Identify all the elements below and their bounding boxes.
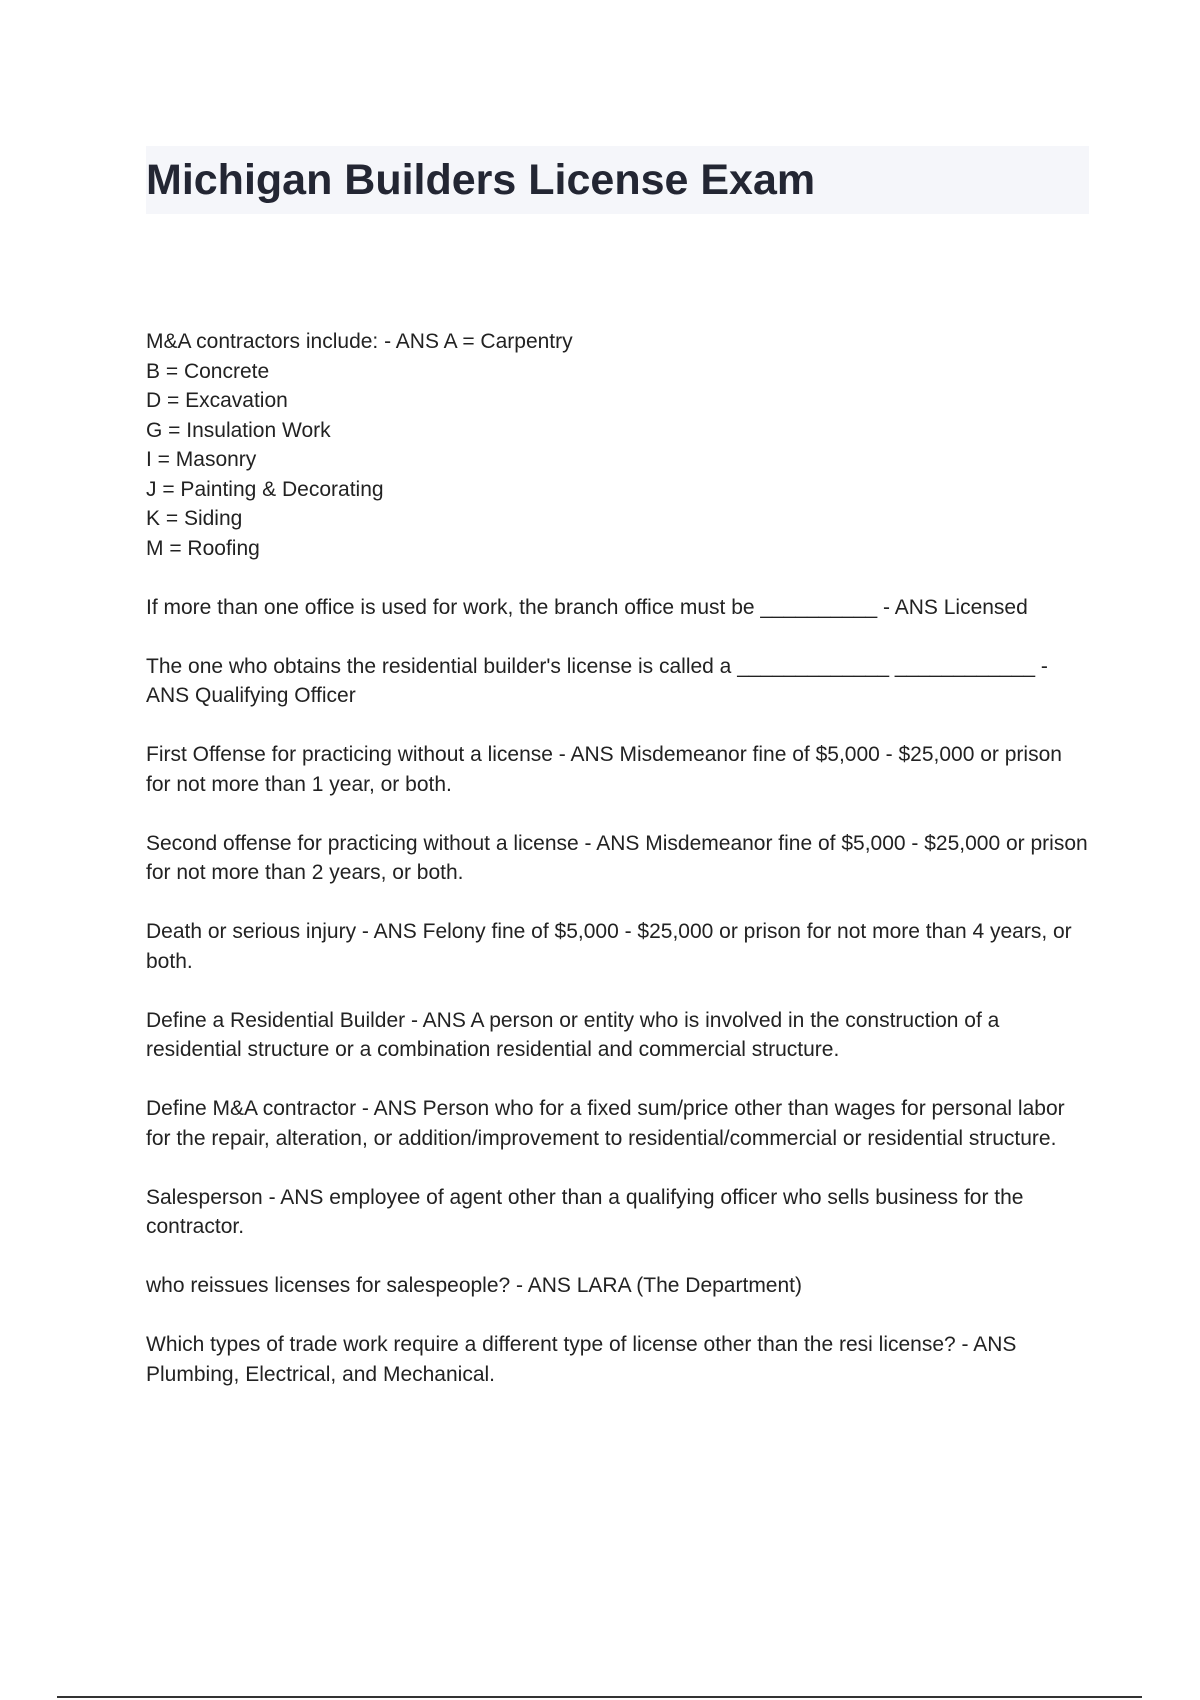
qa-item	[146, 1183, 1090, 1242]
answer-text: A person or entity who is involved in the construction of a residential structure or a combination residential and commercial structure.	[146, 1008, 1006, 1061]
qa-item	[146, 1094, 1090, 1153]
qa-item	[146, 593, 1090, 623]
answer-line: M = Roofing	[146, 536, 260, 560]
question-text: Which types of trade work require a different type of license other than the resi license?	[146, 1333, 956, 1356]
question-text: Second offense for practicing without a license	[146, 831, 579, 855]
question-text: Define a Residential Builder	[146, 1008, 406, 1032]
answer-text: LARA (The Department)	[576, 1274, 802, 1297]
answer-line: B = Concrete	[146, 359, 270, 383]
page-bottom-rule	[57, 1696, 1142, 1698]
answer-separator: - ANS	[877, 595, 944, 619]
answer-text: Misdemeanor fine of $5,000 - $25,000 or prison for not more than 2 years, or both.	[146, 831, 1094, 884]
qa-item	[146, 829, 1094, 888]
question-text: First Offense for practicing without a license	[146, 743, 553, 766]
answer-separator: - ANS	[146, 654, 1048, 707]
qa-item	[146, 327, 1090, 563]
answer-separator: - ANS	[955, 1333, 1017, 1356]
question-text: The one who obtains the residential builder's license is called a _____________ ____________	[146, 654, 1036, 678]
answer-separator: - ANS	[510, 1274, 577, 1297]
answer-text: Qualifying Officer	[195, 684, 356, 707]
qa-item	[146, 1330, 1090, 1389]
answer-text: Plumbing, Electrical, and Mechanical.	[146, 1362, 496, 1386]
question-text: who reissues licenses for salespeople?	[146, 1274, 511, 1297]
answer-separator: - ANS	[262, 1185, 330, 1209]
answer-separator: - ANS	[378, 330, 444, 353]
answer-separator: - ANS	[405, 1008, 471, 1032]
answer-separator: - ANS	[552, 743, 620, 766]
question-text: Define M&A contractor	[146, 1097, 357, 1120]
answer-line: I = Masonry	[146, 448, 257, 471]
qa-item	[146, 652, 1090, 711]
answer-line: J = Painting & Decorating	[146, 477, 384, 501]
answer-line: D = Excavation	[146, 389, 288, 412]
qa-item	[146, 1271, 1090, 1301]
answer-line: K = Siding	[146, 507, 243, 530]
question-text: M&A contractors include:	[146, 330, 379, 353]
answer-line: G = Insulation Work	[146, 418, 331, 442]
answer-text: employee of agent other than a qualifying officer who sells business for the contractor.	[146, 1185, 1030, 1238]
qa-item	[146, 1006, 1090, 1065]
answer-separator: - ANS	[356, 1097, 423, 1120]
answer-separator: - ANS	[578, 831, 646, 855]
answer-text: Felony fine of $5,000 - $25,000 or prison for not more than 4 years, or both.	[146, 920, 1078, 973]
qa-item	[146, 740, 1090, 799]
answer-separator: - ANS	[356, 920, 423, 943]
qa-item	[146, 917, 1090, 976]
answer-text: Misdemeanor fine of $5,000 - $25,000 or prison for not more than 1 year, or both.	[146, 743, 1068, 796]
answer-text: Licensed	[943, 595, 1028, 619]
qa-content	[146, 327, 1094, 1419]
answer-line: A = Carpentry	[443, 330, 573, 353]
question-text: Salesperson	[146, 1185, 263, 1209]
question-text: If more than one office is used for work, the branch office must be __________	[146, 595, 878, 619]
answer-text: Person who for a fixed sum/price other than wages for personal labor for the repair, alteration, or addition/improvement to residential/commercial or residential structure.	[146, 1097, 1071, 1150]
question-text: Death or serious injury	[146, 920, 357, 943]
document-title: Michigan Builders License Exam	[146, 156, 816, 204]
